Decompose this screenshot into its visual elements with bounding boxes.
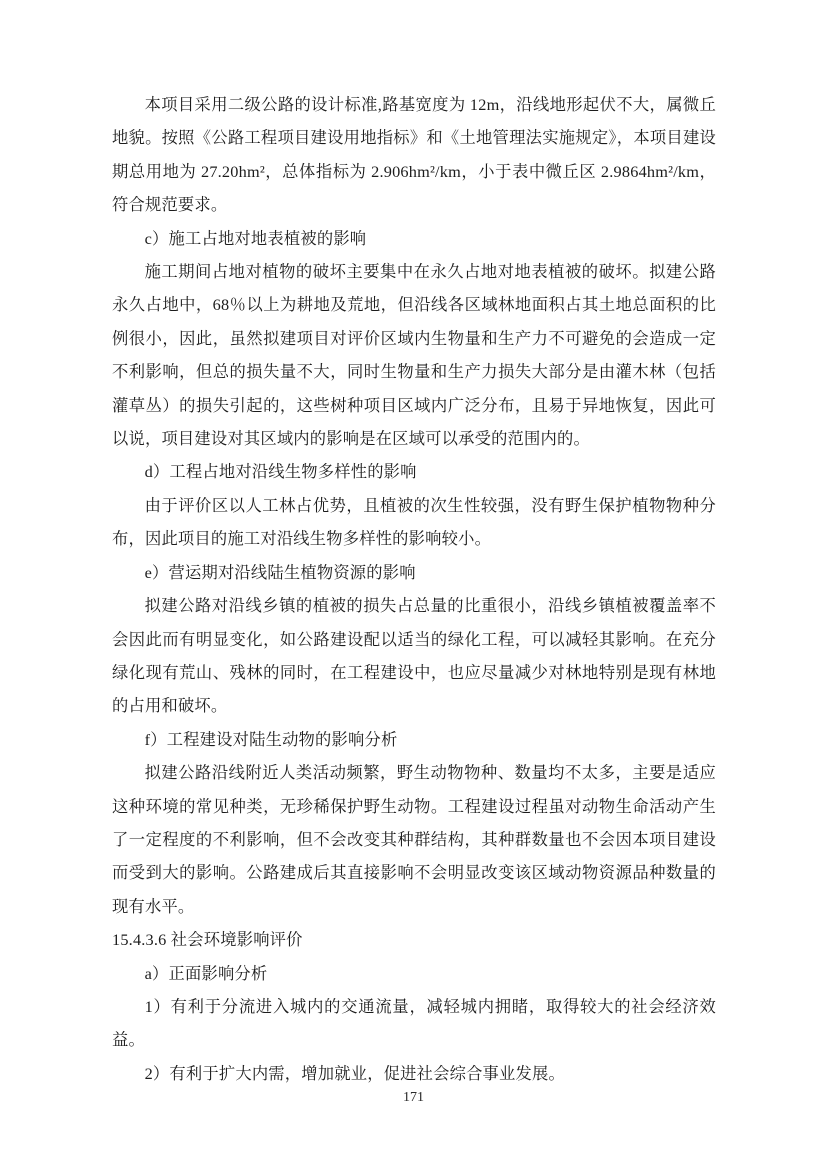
- document-body: [112, 88, 716, 1090]
- paragraph: 1）有利于分流进入城内的交通流量，减轻城内拥睹，取得较大的社会经济效益。: [112, 996, 716, 1050]
- paragraph: 施工期间占地对植物的破坏主要集中在永久占地对地表植被的破坏。拟建公路永久占地中，68％以上为耕地及荒地，但沿线各区域林地面积占其土地总面积的比例很小，因此，虽然拟建项目对评价区域内生物量和生产力不可避免的会造成一定不利影响，但总的损失量不大，同时生物量和生产力损失大部分是由灌木林（包括灌草丛）的损失引起的，这些树种项目区域内广泛分布，且易于异地恢复，因此可以说，项目建设对其区域内的影响是在区域可以承受的范围内的。: [112, 262, 716, 449]
- paragraph: 本项目采用二级公路的设计标准,路基宽度为 12m，沿线地形起伏不大，属微丘地貌。按照《公路工程项目建设用地指标》和《土地管理法实施规定》，本项目建设期总用地为 27.20hm²，总体指标为 2.906hm²/km，小于表中微丘区 2.9864hm²/km，符合规范要求。: [112, 95, 716, 215]
- paragraph: c）施工占地对地表植被的影响: [144, 228, 367, 248]
- paragraph: 由于评价区以人工林占优势，且植被的次生性较强，没有野生保护植物物种分布，因此项目的施工对沿线生物多样性的影响较小。: [112, 495, 716, 549]
- page-number: 171: [403, 1090, 424, 1105]
- paragraph: 拟建公路沿线附近人类活动频繁，野生动物物种、数量均不太多，主要是适应这种环境的常见种类，无珍稀保护野生动物。工程建设过程虽对动物生命活动产生了一定程度的不利影响，但不会改变其种群结构，其种群数量也不会因本项目建设而受到大的影响。公路建成后其直接影响不会明显改变该区域动物资源品种数量的现有水平。: [112, 763, 716, 916]
- paragraph: d）工程占地对沿线生物多样性的影响: [144, 462, 417, 482]
- section-heading: 15.4.3.6 社会环境影响评价: [112, 930, 303, 950]
- paragraph: a）正面影响分析: [144, 963, 268, 983]
- paragraph: f）工程建设对陆生动物的影响分析: [144, 729, 398, 749]
- paragraph: 2）有利于扩大内需，增加就业，促进社会综合事业发展。: [144, 1063, 565, 1083]
- paragraph: 拟建公路对沿线乡镇的植被的损失占总量的比重很小，沿线乡镇植被覆盖率不会因此而有明显变化，如公路建设配以适当的绿化工程，可以减轻其影响。在充分绿化现有荒山、残林的同时，在工程建设中，也应尽量减少对林地特别是现有林地的占用和破坏。: [112, 596, 716, 716]
- paragraph: e）营运期对沿线陆生植物资源的影响: [144, 562, 416, 582]
